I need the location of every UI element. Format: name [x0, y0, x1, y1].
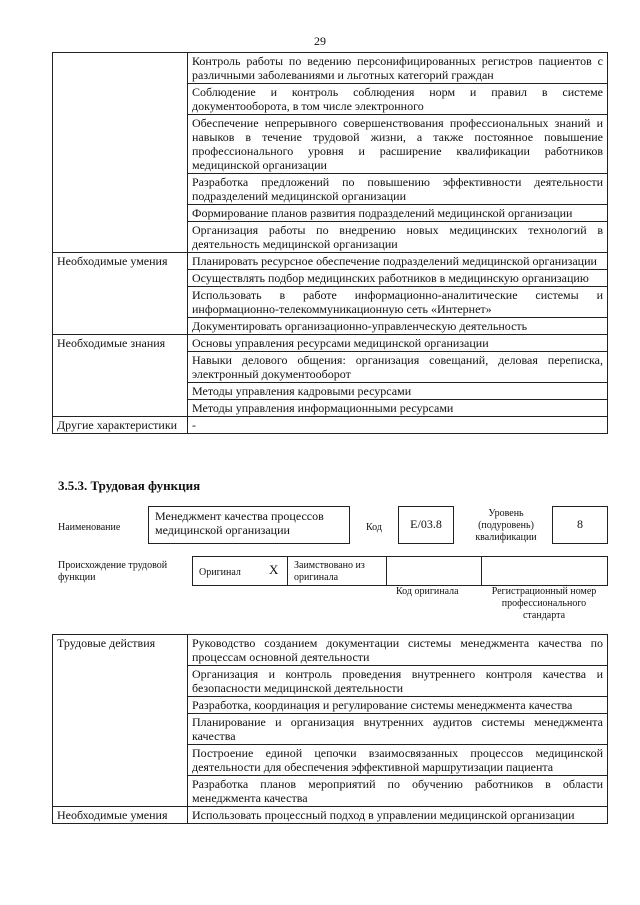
row-label	[53, 53, 188, 253]
row-text: Разработка, координация и регулирование системы менеджмента качества	[188, 697, 608, 714]
code-label: Код	[366, 522, 382, 533]
table-row	[53, 417, 608, 434]
row-label: Необходимые умения	[53, 253, 188, 335]
row-text: Организация работы по внедрению новых медицинских технологий в деятельность медицинской организации	[188, 222, 608, 253]
row-label: Другие характеристики	[53, 417, 188, 434]
table-function-e038	[52, 634, 608, 824]
table-row	[53, 253, 608, 270]
level-label: Уровень (подуровень) квалификации	[475, 508, 537, 543]
table-row	[53, 53, 608, 84]
table-competencies	[52, 52, 608, 434]
row-text: Разработка планов мероприятий по обучению работников в области менеджмента качества	[188, 776, 608, 807]
code-value: E/03.8	[398, 506, 454, 544]
row-text: Руководство созданием документации системы менеджмента качества по процессам основной деятельности	[188, 635, 608, 666]
code-orig-label: Код оригинала	[396, 586, 459, 597]
section-title: 3.5.3. Трудовая функция	[58, 478, 201, 493]
table-row	[53, 635, 608, 666]
name-label: Наименование	[58, 522, 121, 533]
row-text: Методы управления информационными ресурсами	[188, 400, 608, 417]
level-value: 8	[552, 506, 608, 544]
row-label: Необходимые знания	[53, 335, 188, 417]
row-text: Формирование планов развития подразделений медицинской организации	[188, 205, 608, 222]
code-orig-cell	[386, 556, 482, 586]
row-text: Использовать процессный подход в управлении медицинской организации	[188, 807, 608, 824]
row-text: Методы управления кадровыми ресурсами	[188, 383, 608, 400]
original-label: Оригинал	[199, 567, 241, 578]
row-text: Построение единой цепочки взаимосвязанных процессов медицинской деятельности для обеспечения эффективной маршрутизации пациента	[188, 745, 608, 776]
origin-label: Происхождение трудовой функции	[58, 560, 168, 583]
row-text: Организация и контроль проведения внутреннего контроля качества и безопасности медицинской деятельности	[188, 666, 608, 697]
reg-num-label: Регистрационный номер профессионального стандарта	[491, 586, 597, 621]
table-row	[53, 807, 608, 824]
row-text: -	[188, 417, 608, 434]
row-text: Планирование и организация внутренних аудитов системы менеджмента качества	[188, 714, 608, 745]
name-value: Менеджмент качества процессов медицинской организации	[148, 506, 350, 544]
reg-num-cell	[481, 556, 608, 586]
table-row	[53, 335, 608, 352]
row-text: Использовать в работе информационно-аналитические системы и информационно-телекоммуникационную сеть «Интернет»	[188, 287, 608, 318]
row-text: Обеспечение непрерывного совершенствования профессиональных знаний и навыков в течение трудовой жизни, а также постоянное повышение профессионального уровня и расширение квалификации работников медицинской организации	[188, 115, 608, 174]
borrowed-label: Заимствовано из оригинала	[294, 560, 365, 583]
row-text: Навыки делового общения: организация совещаний, деловая переписка, электронный документооборот	[188, 352, 608, 383]
row-text: Основы управления ресурсами медицинской организации	[188, 335, 608, 352]
row-text: Контроль работы по ведению персонифицированных регистров пациентов с различными заболеваниями и льготных категорий граждан	[188, 53, 608, 84]
original-mark: X	[269, 562, 279, 577]
row-text: Документировать организационно-управленческую деятельность	[188, 318, 608, 335]
row-label: Необходимые умения	[53, 807, 188, 824]
page-number: 29	[314, 34, 326, 48]
row-text: Планировать ресурсное обеспечение подразделений медицинской организации	[188, 253, 608, 270]
row-text: Разработка предложений по повышению эффективности деятельности подразделений медицинской организации	[188, 174, 608, 205]
row-text: Соблюдение и контроль соблюдения норм и правил в системе документооборота, в том числе электронного	[188, 84, 608, 115]
origin-cell	[192, 556, 288, 586]
row-label: Трудовые действия	[53, 635, 188, 807]
row-text: Осуществлять подбор медицинских работников в медицинскую организацию	[188, 270, 608, 287]
borrowed-cell	[287, 556, 387, 586]
